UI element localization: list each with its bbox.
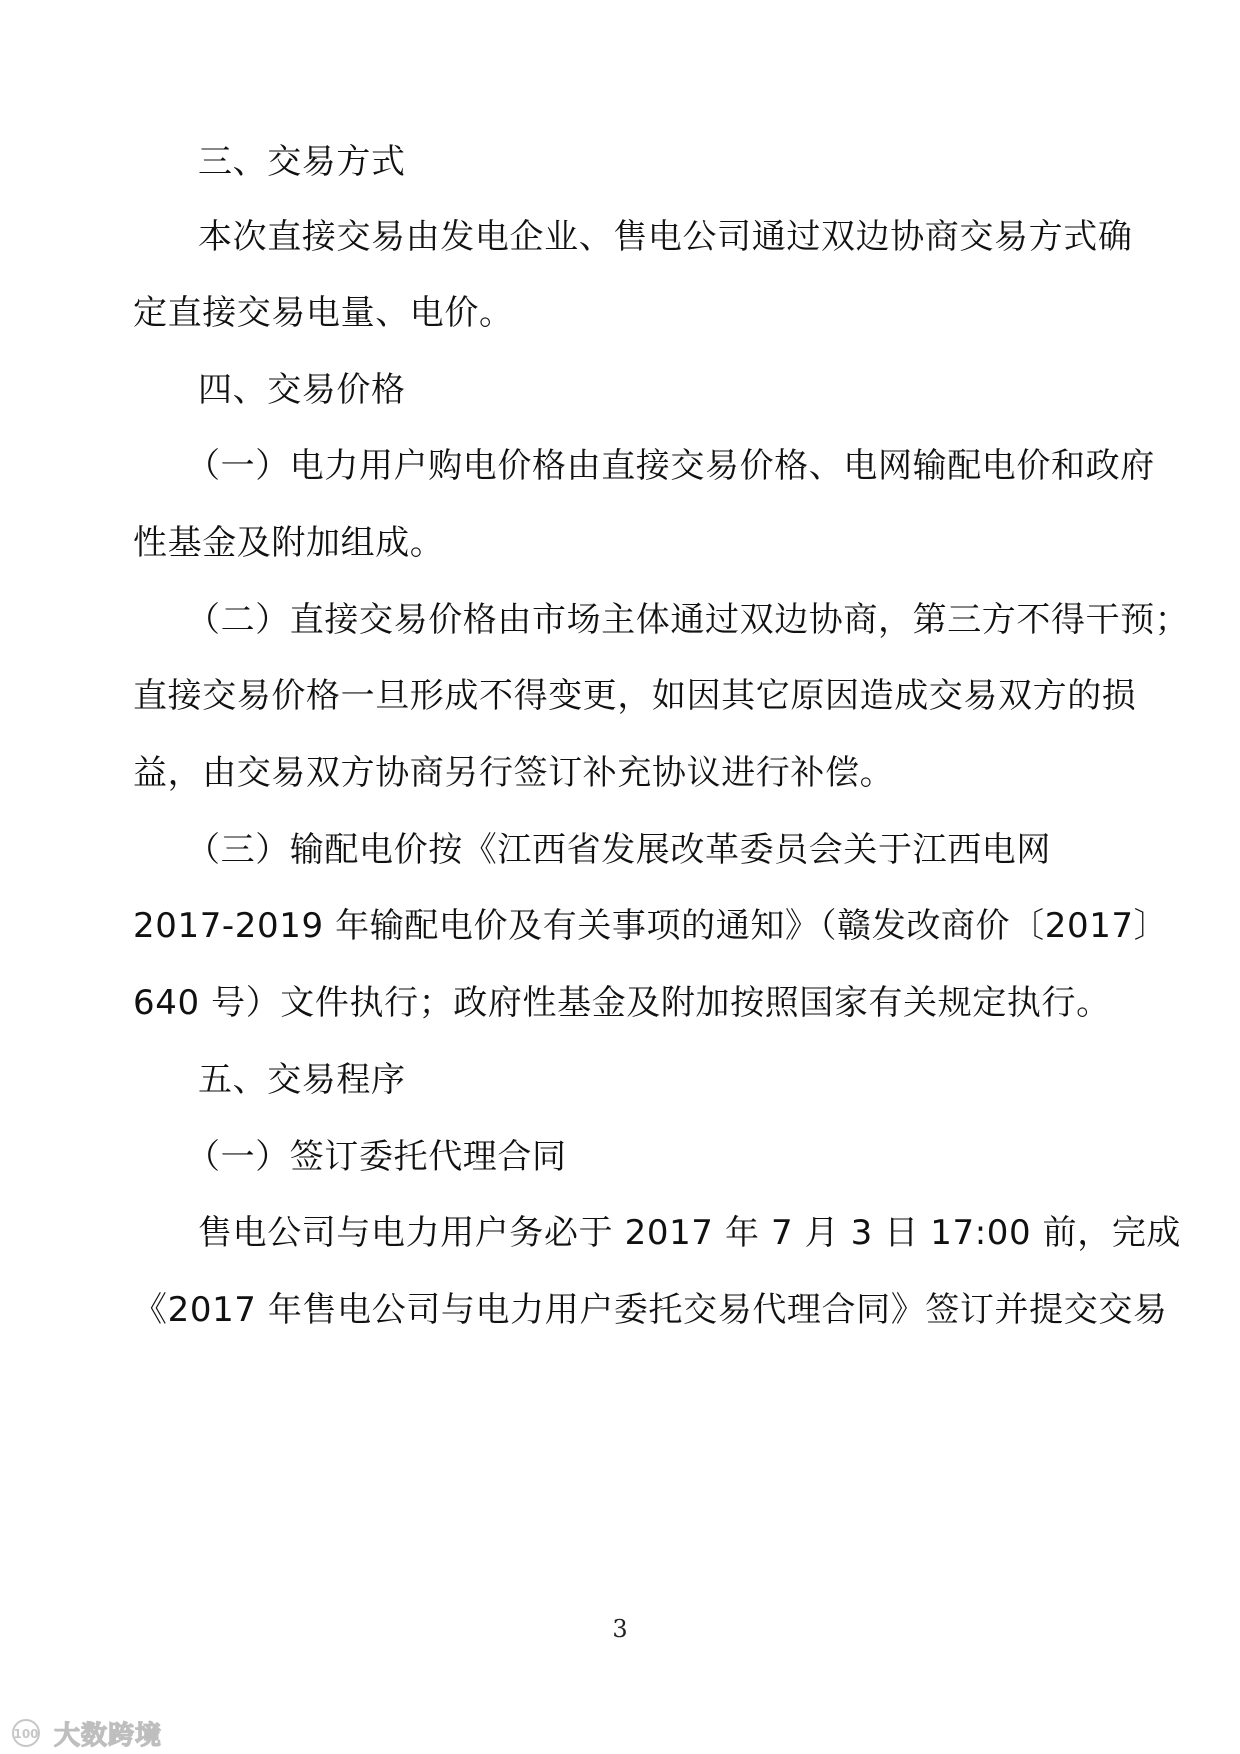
svg-text:100: 100 xyxy=(13,1727,39,1741)
paragraph-line: 定直接交易电量、电价。 xyxy=(133,293,514,333)
section-heading-trade-procedure: 五、交易程序 xyxy=(198,1060,406,1100)
section-heading-trade-method: 三、交易方式 xyxy=(198,142,406,182)
paragraph-line: 本 次 直 接 交 易 由 发 电 企 业 、 售 电 公 司 通 过 双 边 协 商 交 易 方 式 确 xyxy=(198,217,1133,257)
paragraph-line: （三）输配电价按《江西省发展改革委员会关于江西电网 xyxy=(186,830,1051,870)
paragraph-line: （一）电力用户购电价格由直接交易价格、电网输配电价和政府 xyxy=(186,446,1155,486)
paragraph-line: 直接交易价格一旦形成不得变更，如因其它原因造成交易双方的损 xyxy=(133,676,1137,716)
paragraph-line: 性基金及附加组成。 xyxy=(133,523,445,563)
subsection-heading: （一）签订委托代理合同 xyxy=(186,1137,567,1177)
paragraph-line: 《2017 年售电公司与电力用户委托交易代理合同》签订并提交交易 xyxy=(133,1290,1168,1330)
watermark-logo-icon xyxy=(4,1717,48,1749)
paragraph-line: 益，由交易双方协商另行签订补充协议进行补偿。 xyxy=(133,753,895,793)
paragraph-line: 2017-2019 年输配电价及有关事项的通知》（赣发改商价〔2017〕 xyxy=(133,906,1169,946)
paragraph-line: 640 号）文件执行；政府性基金及附加按照国家有关规定执行。 xyxy=(133,983,1111,1023)
watermark xyxy=(4,1716,162,1750)
section-heading-trade-price: 四、交易价格 xyxy=(198,370,406,410)
page-number: 3 xyxy=(612,1615,628,1643)
paragraph-line: 售电公司与电力用户务必于 2017 年 7 月 3 日 17:00 前，完成 xyxy=(198,1213,1182,1253)
watermark-text: 大数跨境 xyxy=(54,1720,163,1751)
paragraph-line: （二）直接交易价格由市场主体通过双边协商，第三方不得干预； xyxy=(186,600,1190,640)
